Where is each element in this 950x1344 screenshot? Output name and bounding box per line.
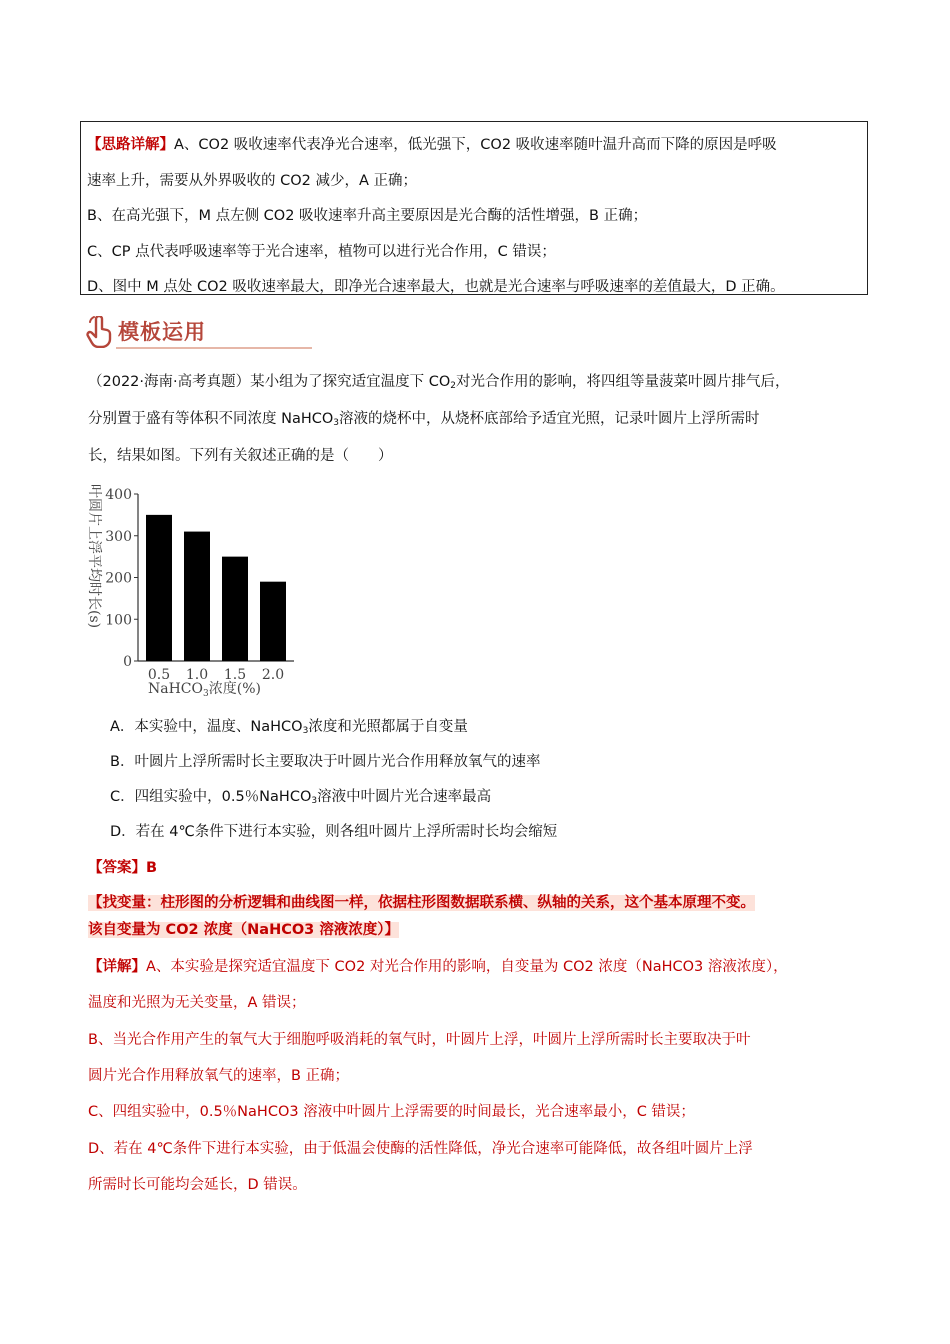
y-axis-label: 叶圆片上浮平均时长(s): [86, 484, 102, 629]
y-tick-label: 0: [123, 654, 132, 670]
detail-line-5: C、四组实验中，0.5％NaHCO3 溶液中叶圆片上浮需要的时间最长，光合速率最小，C 错误；: [88, 1104, 695, 1120]
answer-label: 【答案】B: [88, 860, 158, 876]
section-title: 模板运用: [118, 320, 206, 344]
bar-2.0: [260, 582, 286, 661]
question-line-2: 分别置于盛有等体积不同浓度 NaHCO$_3$溶液的烧杯中，从烧杯底部给予适宜光照，记录叶圆片上浮所需时: [88, 411, 760, 428]
option-a[interactable]: A．本实验中，温度、NaHCO$_3$浓度和光照都属于自变量: [110, 719, 468, 736]
bar-1.5: [222, 557, 248, 661]
section-underline: [116, 347, 312, 349]
bar-chart: [84, 476, 304, 701]
detail-line-2: 温度和光照为无关变量，A 错误；: [88, 995, 306, 1011]
bar-0.5: [146, 515, 172, 661]
detail-line-6: D、若在 4℃条件下进行本实验，由于低温会使酶的活性降低，净光合速率可能降低，故各组叶圆片上浮: [88, 1141, 753, 1157]
y-tick-label: 100: [105, 612, 132, 629]
x-tick-label: 0.5: [147, 667, 171, 683]
bar-1.0: [184, 532, 210, 661]
analysis-line-3: B、在高光强下，M 点左侧 CO2 吸收速率升高主要原因是光合酶的活性增强，B 正确；: [87, 208, 648, 224]
hint-line-2: 该自变量为 CO2 浓度（NaHCO3 溶液浓度）】: [88, 922, 400, 938]
question-line-3: 长，结果如图。下列有关叙述正确的是（ ）: [88, 448, 393, 464]
analysis-box: [80, 121, 868, 295]
option-c[interactable]: C．四组实验中，0.5％NaHCO$_3$溶液中叶圆片光合速率最高: [110, 789, 492, 806]
analysis-line-2: 速率上升，需要从外界吸收的 CO2 减少，A 正确；: [87, 172, 418, 189]
y-tick-label: 400: [105, 487, 132, 503]
y-tick-label: 300: [105, 528, 132, 545]
question-line-1: （2022·海南·高考真题）某小组为了探究适宜温度下 $CO_2$对光合作用的影响，将四组等量菠菜叶圆片排气后，: [88, 374, 790, 391]
hint-line-1: 【找变量：柱形图的分析逻辑和曲线图一样，依据柱形图数据联系横、纵轴的关系，这个基本原理不变。: [88, 895, 755, 911]
pointing-hand-icon: [86, 316, 114, 348]
analysis-line-1: 【思路详解】A、CO2 吸收速率代表净光合速率，低光强下，CO2 吸收速率随叶温升高而下降的原因是呼吸: [87, 137, 777, 153]
x-axis-label: NaHCO$_3$浓度(%): [148, 681, 261, 699]
x-tick-label: 2.0: [261, 667, 285, 683]
y-tick-label: 200: [105, 570, 132, 587]
detail-line-4: 圆片光合作用释放氧气的速率，B 正确；: [88, 1068, 350, 1084]
analysis-heading: 【思路详解】: [87, 137, 174, 153]
detail-line-7: 所需时长可能均会延长，D 错误。: [88, 1177, 307, 1193]
detail-line-3: B、当光合作用产生的氧气大于细胞呼吸消耗的氧气时，叶圆片上浮，叶圆片上浮所需时长主要取决于叶: [88, 1032, 751, 1048]
section-heading: [86, 314, 236, 352]
option-b[interactable]: B．叶圆片上浮所需时长主要取决于叶圆片光合作用释放氧气的速率: [110, 754, 541, 770]
analysis-line-4: C、CP 点代表呼吸速率等于光合速率，植物可以进行光合作用，C 错误；: [87, 243, 556, 260]
x-tick-label: 1.5: [223, 667, 247, 683]
analysis-line-5: D、图中 M 点处 CO2 吸收速率最大，即净光合速率最大，也就是光合速率与呼吸速率的差值最大，D 正确。: [87, 279, 785, 295]
option-d[interactable]: D．若在 4℃条件下进行本实验，则各组叶圆片上浮所需时长均会缩短: [110, 824, 558, 840]
detail-line-1: 【详解】A、本实验是探究适宜温度下 CO2 对光合作用的影响，自变量为 CO2 浓度（NaHCO3 溶液浓度），: [88, 959, 788, 975]
x-tick-label: 1.0: [185, 667, 209, 683]
